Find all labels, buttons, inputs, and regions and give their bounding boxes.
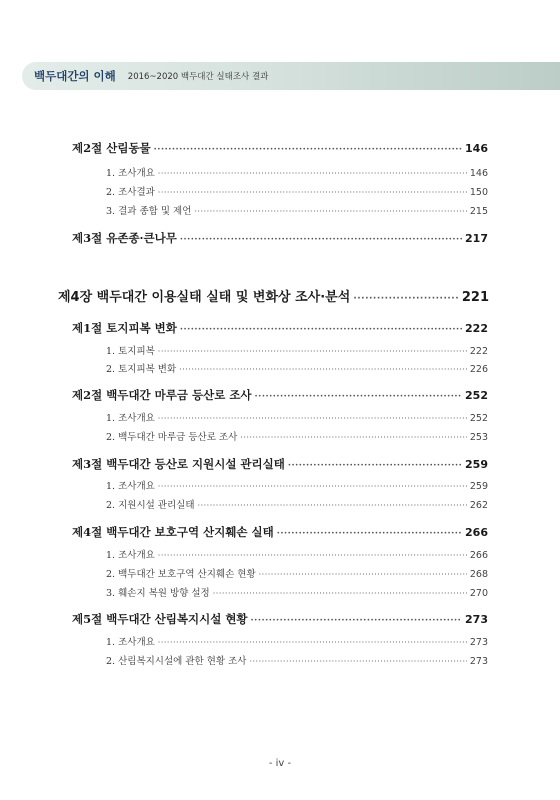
toc-section-title: 제3절 유존종·큰나무 bbox=[72, 231, 177, 245]
toc-item-title: 3. 결과 종합 및 제언 bbox=[106, 206, 192, 217]
toc-item-title: 2. 백두대간 마루금 등산로 조사 bbox=[106, 432, 238, 443]
toc-section[interactable] bbox=[72, 387, 488, 403]
leader-dots bbox=[249, 657, 466, 666]
toc-chapter-title: 제4장 백두대간 이용실태 실태 및 변화상 조사·분석 bbox=[58, 290, 351, 305]
toc-item[interactable] bbox=[106, 203, 488, 217]
toc-page-number: 252 bbox=[465, 389, 488, 402]
toc-page-number: 253 bbox=[469, 432, 488, 443]
leader-dots bbox=[158, 347, 467, 356]
leader-dots bbox=[158, 414, 467, 423]
toc-item-title: 3. 훼손지 복원 방향 설정 bbox=[106, 588, 210, 599]
toc-item-title: 2. 지원시설 관리실태 bbox=[106, 500, 195, 511]
toc-page-number: 259 bbox=[469, 481, 488, 492]
leader-dots bbox=[353, 294, 459, 304]
toc-item[interactable] bbox=[106, 165, 488, 179]
toc-section[interactable] bbox=[72, 456, 488, 472]
leader-dots bbox=[180, 325, 462, 335]
toc-item[interactable] bbox=[106, 585, 488, 599]
toc-section[interactable] bbox=[72, 524, 488, 540]
toc-page-number: 221 bbox=[461, 290, 489, 305]
toc-page-number: 270 bbox=[469, 588, 488, 599]
leader-dots bbox=[277, 529, 462, 539]
toc-section-title: 제2절 산림동물 bbox=[72, 141, 151, 155]
toc-item[interactable] bbox=[106, 653, 488, 667]
toc-item-title: 2. 토지피복 변화 bbox=[106, 364, 177, 375]
toc-item-title: 2. 조사결과 bbox=[106, 187, 155, 198]
toc-page-number: 268 bbox=[469, 569, 488, 580]
toc-section-title: 제4절 백두대간 보호구역 산지훼손 실태 bbox=[72, 525, 274, 539]
toc-item-title: 2. 산림복지시설에 관한 현황 조사 bbox=[106, 656, 247, 667]
toc-page-number: 266 bbox=[469, 550, 488, 561]
toc-page-number: 215 bbox=[469, 206, 488, 217]
toc-section[interactable] bbox=[72, 140, 488, 156]
leader-dots bbox=[158, 188, 467, 197]
leader-dots bbox=[259, 570, 467, 579]
toc-chapter[interactable] bbox=[58, 286, 489, 305]
toc-section-title: 제3절 백두대간 등산로 지원시설 관리실태 bbox=[72, 457, 285, 471]
toc-item-title: 1. 토지피복 bbox=[106, 346, 155, 357]
leader-dots bbox=[240, 433, 467, 442]
toc-item-title: 1. 조사개요 bbox=[106, 413, 155, 424]
toc-page-number: 262 bbox=[469, 500, 488, 511]
toc-page-number: 222 bbox=[465, 322, 488, 335]
toc-page-number: 146 bbox=[469, 168, 488, 179]
toc-page-number: 222 bbox=[469, 346, 488, 357]
toc-item[interactable] bbox=[106, 497, 488, 511]
leader-dots bbox=[288, 461, 462, 471]
toc-item-title: 1. 조사개요 bbox=[106, 168, 155, 179]
toc-item[interactable] bbox=[106, 478, 488, 492]
toc-section-title: 제2절 백두대간 마루금 등산로 조사 bbox=[72, 388, 252, 402]
header-subtitle: 2016~2020 백두대간 실태조사 결과 bbox=[127, 72, 269, 82]
toc-item[interactable] bbox=[106, 634, 488, 648]
toc-section[interactable] bbox=[72, 230, 488, 246]
toc-section-title: 제5절 백두대간 산림복지시설 현황 bbox=[72, 612, 248, 626]
toc-item[interactable] bbox=[106, 184, 488, 198]
leader-dots bbox=[255, 392, 462, 402]
leader-dots bbox=[194, 207, 466, 216]
leader-dots bbox=[213, 589, 467, 598]
toc-page-number: 259 bbox=[465, 458, 488, 471]
header-title: 백두대간의 이해 bbox=[34, 69, 116, 83]
toc-item[interactable] bbox=[106, 429, 488, 443]
toc-page-number: 252 bbox=[469, 413, 488, 424]
leader-dots bbox=[158, 638, 467, 647]
toc-item[interactable] bbox=[106, 566, 488, 580]
leader-dots bbox=[198, 501, 467, 510]
toc-section[interactable] bbox=[72, 611, 488, 627]
toc-page-number: 273 bbox=[469, 656, 488, 667]
toc-page-number: 217 bbox=[465, 232, 488, 245]
toc-page-number: 273 bbox=[469, 637, 488, 648]
toc-page-number: 266 bbox=[465, 526, 488, 539]
toc-section[interactable] bbox=[72, 320, 488, 336]
toc-section-title: 제1절 토지피복 변화 bbox=[72, 321, 177, 335]
leader-dots bbox=[180, 235, 462, 245]
toc-item-title: 1. 조사개요 bbox=[106, 550, 155, 561]
toc-item[interactable] bbox=[106, 361, 488, 375]
leader-dots bbox=[154, 145, 462, 155]
toc-item-title: 1. 조사개요 bbox=[106, 637, 155, 648]
toc-item[interactable] bbox=[106, 343, 488, 357]
leader-dots bbox=[158, 169, 467, 178]
page-number-footer: - iv - bbox=[268, 758, 292, 769]
leader-dots bbox=[158, 482, 467, 491]
leader-dots bbox=[158, 551, 467, 560]
toc-page-number: 146 bbox=[465, 142, 488, 155]
toc-item-title: 2. 백두대간 보호구역 산지훼손 현황 bbox=[106, 569, 256, 580]
toc-item-title: 1. 조사개요 bbox=[106, 481, 155, 492]
toc-item[interactable] bbox=[106, 410, 488, 424]
leader-dots bbox=[251, 616, 462, 626]
toc-page-number: 273 bbox=[465, 613, 488, 626]
toc-item[interactable] bbox=[106, 547, 488, 561]
toc-page-number: 226 bbox=[469, 364, 488, 375]
toc-page-number: 150 bbox=[469, 187, 488, 198]
leader-dots bbox=[179, 365, 467, 374]
